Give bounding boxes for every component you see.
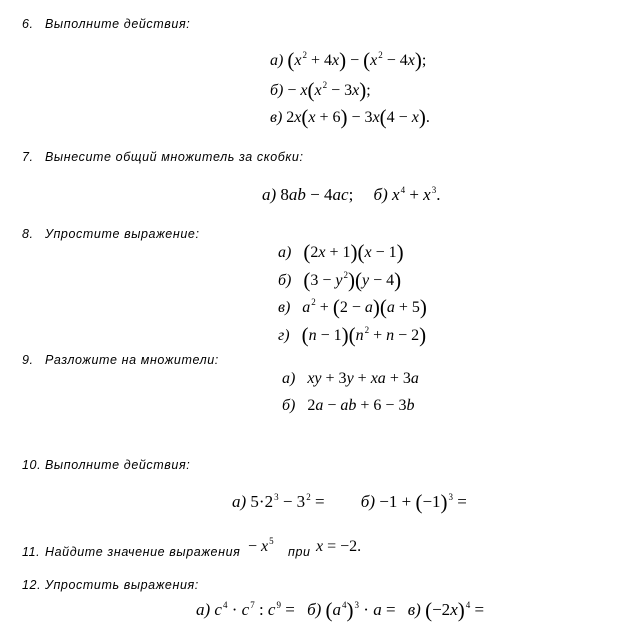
option-label: в) <box>270 109 283 126</box>
task-title: Вынесите общий множитель за скобки: <box>45 150 304 164</box>
task-11-condition: x = −2. <box>316 538 362 555</box>
task-number: 8. <box>22 227 34 241</box>
option-label: б) <box>270 82 284 99</box>
task-11-heading <box>22 545 240 559</box>
option-label: б) <box>360 492 375 511</box>
option-label: г) <box>278 327 290 344</box>
task-number: 12. <box>22 578 42 592</box>
task-6-expr-b: $б) - x(x^2 - 3x)$; <box>270 78 371 102</box>
task-8-expr-b: б) $(3 - y^2)(y - 4)$ <box>278 268 402 292</box>
option-label: а) <box>278 244 292 261</box>
task-9-heading <box>22 353 219 367</box>
task-title: Разложите на множители: <box>45 353 219 367</box>
task-number: 6. <box>22 17 34 31</box>
task-number: 7. <box>22 150 34 164</box>
option-label: а) <box>232 492 247 511</box>
task-6-expr-v: в) 2x(x + 6) − 3x(4 − x). <box>270 105 430 129</box>
task-number: 11. <box>22 545 41 559</box>
task-title: Найдите значение выражения <box>45 545 241 559</box>
task-title: Упростить выражения: <box>45 578 199 592</box>
task-number: 9. <box>22 353 34 367</box>
task-title: Выполните действия: <box>45 458 191 472</box>
option-label: а) <box>262 185 277 204</box>
task-9-expr-a: а) xy + 3y + xa + 3a <box>282 370 419 387</box>
task-6-expr-a: а) $(x^2 + 4x) - (x^2 - 4x)$; <box>270 48 427 72</box>
task-7-expr: а) 8ab − 4ac; б) $x^4 + x^3$. <box>262 185 441 204</box>
task-7-heading <box>22 150 304 164</box>
task-11-expr: − $x^5$ <box>248 536 274 555</box>
task-8-expr-g: г) $(n - 1)(n^2 + n - 2)$ <box>278 323 427 347</box>
task-8-heading <box>22 227 200 241</box>
option-label: а) <box>282 370 296 387</box>
task-12-expr: а) $c^4 \cdot c^7$ : $c^9 = б$) $(a^4)^3 \cdot a = в$) $(-2x)^4$ = <box>196 598 485 622</box>
task-10-heading <box>22 458 190 472</box>
option-label: б) <box>278 272 292 289</box>
task-8-expr-v: в) $a^2 + (2 - a)(a + 5)$ <box>278 295 427 319</box>
option-label: а) <box>270 52 284 69</box>
option-label: б) <box>373 185 388 204</box>
task-11-tail <box>288 545 311 559</box>
task-6-heading <box>22 17 190 31</box>
task-8-expr-a: а) (2x + 1)(x − 1) <box>278 240 404 264</box>
task-title: Выполните действия: <box>45 17 191 31</box>
task-tail-word: при <box>288 545 311 559</box>
task-12-heading <box>22 578 199 592</box>
task-9-expr-b: б) 2a − ab + 6 − 3b <box>282 397 415 414</box>
task-title: Упростите выражение: <box>45 227 200 241</box>
task-10-expr: а) $5\cdot 2^3 - 3^2 = б) -1 + (-1)^3$ = <box>232 490 467 514</box>
option-label: б) <box>282 397 296 414</box>
task-number: 10. <box>22 458 42 472</box>
option-label: в) <box>407 600 421 619</box>
option-label: б) <box>307 600 322 619</box>
option-label: в) <box>278 299 291 316</box>
option-label: а) <box>196 600 211 619</box>
